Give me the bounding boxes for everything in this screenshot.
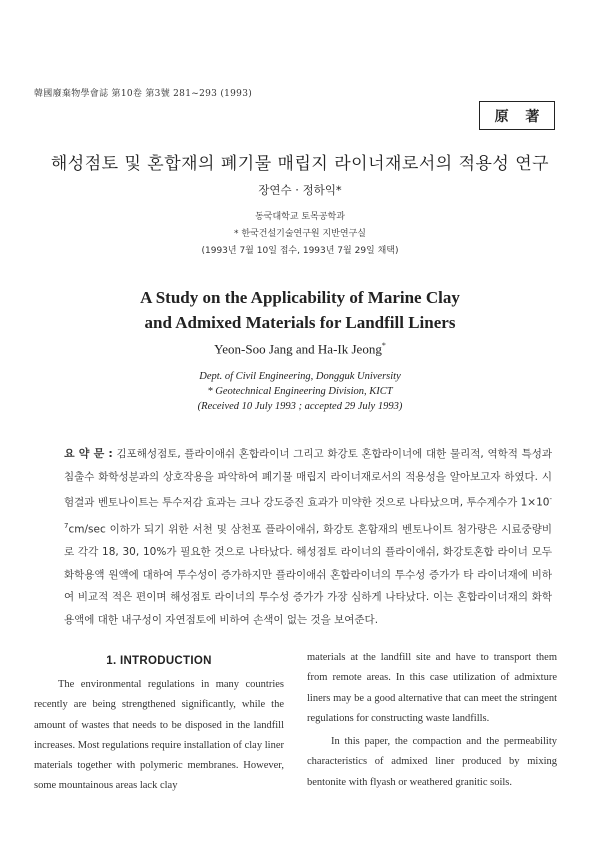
english-affiliation-1: Dept. of Civil Engineering, Dongguk University bbox=[199, 371, 401, 382]
section-heading-introduction: 1. INTRODUCTION bbox=[106, 655, 212, 667]
korean-affiliation-2: * 한국건설기술연구원 지반연구실 bbox=[234, 229, 366, 239]
intro-paragraph-2: In this paper, the compaction and the permeability characteristics of admixed liner produced by mixing bentonite with flyash or weathered granitic soils. bbox=[307, 736, 557, 788]
english-authors-names: Yeon-Soo Jang and Ha-Ik Jeong bbox=[214, 341, 382, 357]
intro-paragraph-1-left: The environmental regulations in many countries recently are being strengthened significantly, while the amount of wastes that needs to be disposed in the landfill increases. Most regulations require installation of clay liner materials together with polymeric membranes. However, some mountainous areas lack clay bbox=[34, 679, 284, 792]
journal-reference: 韓國廢棄物學會誌 第10卷 第3號 281~293 (1993) bbox=[34, 89, 253, 99]
abstract-exponent: -7 bbox=[64, 495, 552, 530]
english-received: (Received 10 July 1993 ; accepted 29 July 1993) bbox=[197, 401, 403, 412]
english-title-line-2: and Admixed Materials for Landfill Liners bbox=[144, 313, 456, 332]
english-title-line-1: A Study on the Applicability of Marine Clay bbox=[140, 288, 460, 307]
intro-paragraph-1-right: materials at the landfill site and have to transport them from remote areas. In this case utilization of admixture liners may be a good alternative that can meet the stringent regulations for constructing waste landfills. bbox=[307, 652, 557, 724]
author-mark: * bbox=[381, 341, 386, 350]
korean-affiliation-1: 동국대학교 토목공학과 bbox=[255, 212, 345, 222]
abstract-text-part-2: cm/sec 이하가 되기 위한 서천 및 삼천포 플라이애쉬, 화강토 혼합재의 벤토나이트 첨가량은 시료중량비로 각각 18, 30, 10%가 필요한 것으로 나타났다. 해성점토 라이너의 플라이애쉬, 화강토혼합 라이너 모두 화학용액 원액에 대하여 투수성이 증가하지만 플라이애쉬 혼합라이너의 투수성 증가가 타 라이너재에 비하여 비교적 적은 편이며 해성점토 라이너의 투수성 증가가 가장 심하게 나타났다. 이는 혼합라이너재의 화학용액에 대한 내구성이 자연점토에 비하여 손색이 없는 것을 보여준다. bbox=[64, 523, 552, 626]
english-authors bbox=[0, 341, 600, 357]
english-affiliation-2: * Geotechnical Engineering Division, KICT bbox=[207, 386, 393, 397]
korean-authors: 장연수 · 정하익* bbox=[258, 183, 342, 197]
abstract-text-part-1: 김포해성점토, 플라이애쉬 혼합라이너 그리고 화강토 혼합라이너에 대한 물리적, 역학적 특성과 침출수 화학성분과의 상호작용을 파악하여 폐기물 매립지 라이너재로서의 적용성을 알아보고자 하였다. 시험결과 벤토나이트는 투수저감 효과는 크나 강도증진 효과가 미약한 것으로 나타났으며, 투수계수가 1×10 bbox=[64, 448, 552, 509]
abstract-label: 요 약 문 : bbox=[64, 447, 113, 460]
right-column bbox=[307, 648, 557, 793]
korean-abstract bbox=[64, 443, 552, 632]
korean-title: 해성점토 및 혼합재의 폐기물 매립지 라이너재로서의 적용성 연구 bbox=[50, 154, 550, 174]
article-type-label: 原 著 bbox=[494, 108, 546, 125]
left-column bbox=[34, 655, 284, 797]
article-type-badge bbox=[479, 101, 555, 130]
korean-received: (1993년 7월 10일 접수, 1993년 7월 29일 채택) bbox=[201, 246, 399, 256]
english-title bbox=[0, 285, 600, 335]
